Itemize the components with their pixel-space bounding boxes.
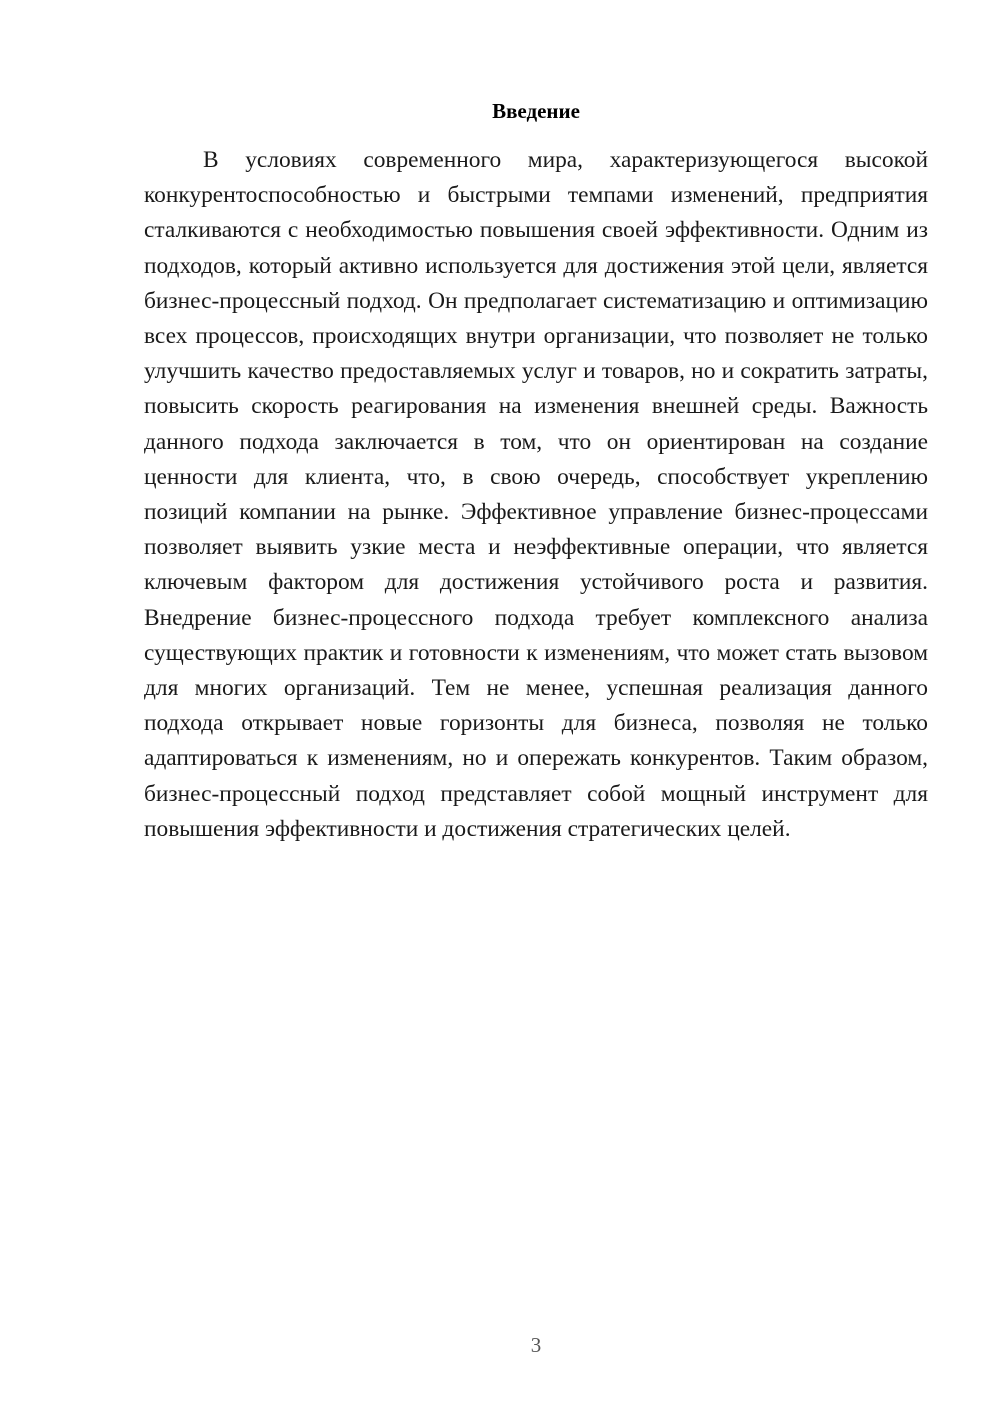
page-number: 3 (530, 1333, 542, 1357)
body-paragraph: В условиях современного мира, характеризующегося высокой конкурентоспособностью и быстрыми темпами изменений, предприятия сталкиваются с необходимостью повышения своей эффективности. Одним из подходов, который активно используется для достижения этой цели, является бизнес-процессный подход. Он предполагает систематизацию и оптимизацию всех процессов, происходящих внутри организации, что позволяет не только улучшить качество предоставляемых услуг и товаров, но и сократить затраты, повысить скорость реагирования на изменения внешней среды. Важность данного подхода заключается в том, что он ориентирован на создание ценности для клиента, что, в свою очередь, способствует укреплению позиций компании на рынке. Эффективное управление бизнес-процессами позволяет выявить узкие места и неэффективные операции, что является ключевым фактором для достижения устойчивого роста и развития. Внедрение бизнес-процессного подхода требует комплексного анализа существующих практик и готовности к изменениям, что может стать вызовом для многих организаций. Тем не менее, успешная реализация данного подхода открывает новые горизонты для бизнеса, позволяя не только адаптироваться к изменениям, но и опережать конкурентов. Таким образом, бизнес-процессный подход представляет собой мощный инструмент для повышения эффективности и достижения стратегических целей. (144, 147, 928, 842)
section-heading: Введение (492, 99, 580, 123)
